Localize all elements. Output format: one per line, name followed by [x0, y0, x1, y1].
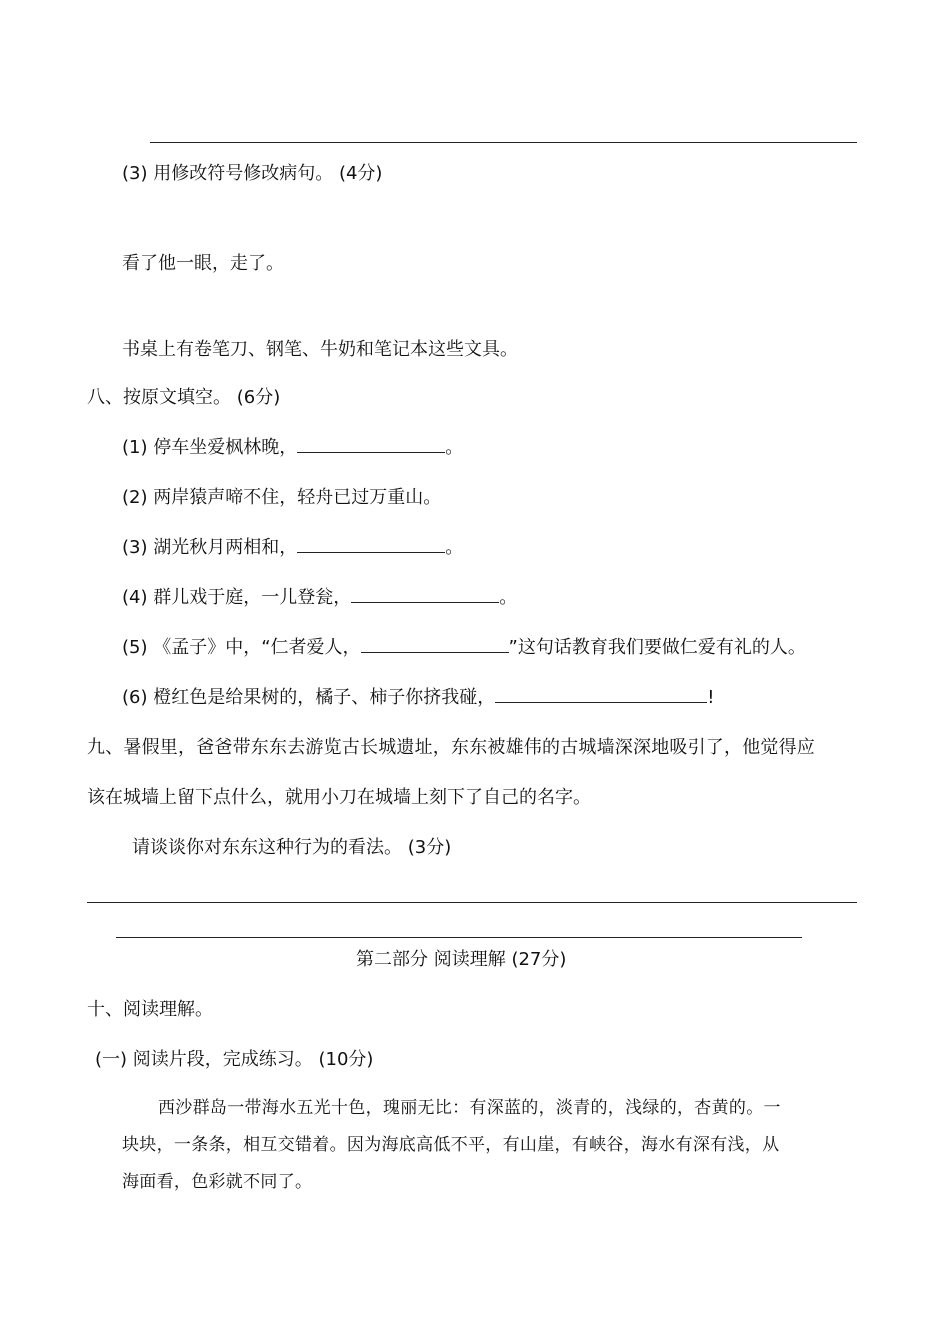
passage-line-1: 西沙群岛一带海水五光十色，瑰丽无比：有深蓝的，淡青的，浅绿的，杏黄的。一 [158, 1098, 781, 1118]
q10-heading: 十、阅读理解。 [87, 999, 213, 1020]
q8-item5-end: ”这句话教育我们要做仁爱有礼的人。 [508, 637, 806, 658]
sub1-heading: (一) 阅读片段，完成练习。 (10分) [95, 1049, 374, 1070]
q9-question: 请谈谈你对东东这种行为的看法。 (3分) [132, 837, 452, 858]
q9-answer-line-2[interactable] [116, 937, 802, 938]
passage-line-3: 海面看，色彩就不同了。 [122, 1172, 313, 1192]
q9-answer-line-1[interactable] [87, 902, 857, 903]
q8-item4-text: (4) 群儿戏于庭，一儿登瓮， [122, 587, 352, 608]
q8-item6-text: (6) 橙红色是给果树的，橘子、柿子你挤我碰， [122, 687, 496, 708]
q8-item3-blank[interactable] [297, 536, 445, 553]
passage-line-2: 块块，一条条，相互交错着。因为海底高低不平，有山崖，有峡谷，海水有深有浅，从 [122, 1135, 780, 1155]
q8-item2: (2) 两岸猿声啼不住，轻舟已过万重山。 [122, 487, 442, 508]
q8-item1-text: (1) 停车坐爱枫林晚， [122, 437, 298, 458]
q8-item5 [122, 636, 806, 660]
q8-item6-end: ! [707, 687, 715, 708]
q7-sentence1: 看了他一眼，走了。 [122, 253, 284, 274]
q8-item4 [122, 586, 517, 610]
q7-item3: (3) 用修改符号修改病句。 (4分) [122, 163, 383, 184]
q8-item3 [122, 536, 463, 560]
q9-line1: 九、暑假里，爸爸带东东去游览古长城遗址，东东被雄伟的古城墙深深地吸引了，他觉得应 [87, 737, 815, 758]
q8-item3-text: (3) 湖光秋月两相和， [122, 537, 298, 558]
q8-item3-end: 。 [445, 537, 464, 558]
q8-item5-text: (5) 《孟子》中，“仁者爱人， [122, 637, 361, 658]
q8-item6 [122, 686, 714, 710]
q8-item4-end: 。 [499, 587, 518, 608]
q9-line2: 该在城墙上留下点什么，就用小刀在城墙上刻下了自己的名字。 [87, 787, 591, 808]
q7-sentence2: 书桌上有卷笔刀、钢笔、牛奶和笔记本这些文具。 [122, 339, 518, 360]
q8-item1-blank[interactable] [297, 436, 445, 453]
part2-title: 第二部分 阅读理解 (27分) [356, 949, 567, 970]
q8-item4-blank[interactable] [351, 586, 499, 603]
q8-item1 [122, 436, 463, 460]
q8-item1-end: 。 [445, 437, 464, 458]
q8-item6-blank[interactable] [495, 686, 707, 703]
q8-item5-blank[interactable] [361, 636, 509, 653]
answer-line-top [150, 142, 857, 143]
q8-heading: 八、按原文填空。 (6分) [87, 387, 281, 408]
